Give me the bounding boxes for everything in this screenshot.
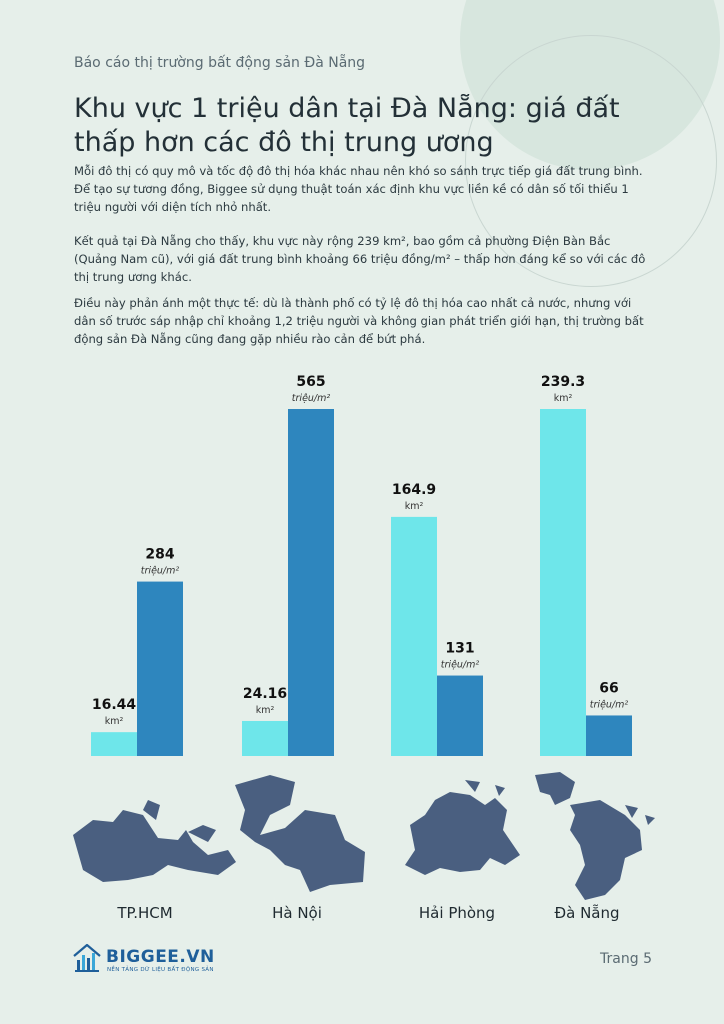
report-label: Báo cáo thị trường bất động sản Đà Nẵng [74,55,366,71]
data-label: 16.44 [91,697,137,714]
data-label: 164.9 [391,481,437,498]
bar-area-3 [540,409,586,756]
result-paragraph: Kết quả tại Đà Nẵng cho thấy, khu vực này rộng 239 km², bao gồm cả phường Điện Bàn Bắc (Quảng Nam cũ), với giá đất trung bình khoảng 66 triệu đồng/m² – thấp hơn đáng kể so với các đô thị trung ương khác. [74,234,646,284]
bar-area-2 [391,517,437,756]
bar-area-1 [242,721,288,756]
tphcm-map-icon [68,770,238,890]
intro-paragraph: Mỗi đô thị có quy mô và tốc độ đô thị hóa khác nhau nên khó so sánh trực tiếp giá đất trung bình. Để tạo sự tương đồng, Biggee sử dụng thuật toán xác định khu vực liền kề có dân số tối thiểu 1 triệu người với diện tích nhỏ nhất. [74,164,643,214]
data-label: 24.16 [242,685,288,702]
bar-price-3 [586,715,632,756]
ha-noi-map-icon [225,770,370,895]
conclusion-paragraph: Điều này phản ánh một thực tế: dù là thành phố có tỷ lệ đô thị hóa cao nhất cả nước, nhưng với dân số trước sáp nhập chỉ khoảng 1,2 triệu người và không gian phát triển giới hạn, thị trường bất động sản Đà Nẵng cũng đang gặp nhiều rào cản để bứt phá. [74,296,644,346]
bar-area-0 [91,732,137,756]
city-label-ha-noi: Hà Nội [272,904,322,922]
building-chart-icon [72,942,102,974]
city-label-tphcm: TP.HCM [117,904,173,922]
unit-label: triệu/m² [291,393,331,404]
biggee-logo [72,942,252,976]
page-number: Trang 5 [600,951,652,967]
data-label: 565 [296,374,326,390]
da-nang-map-icon [530,770,670,905]
unit-label: triệu/m² [140,565,180,577]
data-label: 239.3 [540,374,586,390]
unit-label: km² [104,716,124,728]
unit-label: triệu/m² [440,659,480,671]
logo-name: BIGGEE.VN [106,947,215,967]
data-label: 284 [145,546,175,563]
page-title: Khu vực 1 triệu dân tại Đà Nẵng: giá đất thấp hơn các đô thị trung ương [74,93,620,158]
city-label-da-nang: Đà Nẵng [554,904,620,922]
logo-tagline: NỀN TẢNG DỮ LIỆU BẤT ĐỘNG SẢN [107,967,214,973]
bar-price-1 [288,409,334,756]
bar-price-2 [437,676,483,756]
unit-label: km² [255,704,275,716]
city-label-hai-phong: Hải Phòng [418,904,496,922]
data-label: 66 [599,680,619,697]
bar-price-0 [137,582,183,756]
hai-phong-map-icon [395,770,540,895]
bar-chart [0,360,724,760]
data-label: 131 [445,640,475,657]
unit-label: triệu/m² [589,699,629,711]
unit-label: km² [553,393,573,404]
unit-label: km² [404,500,424,512]
